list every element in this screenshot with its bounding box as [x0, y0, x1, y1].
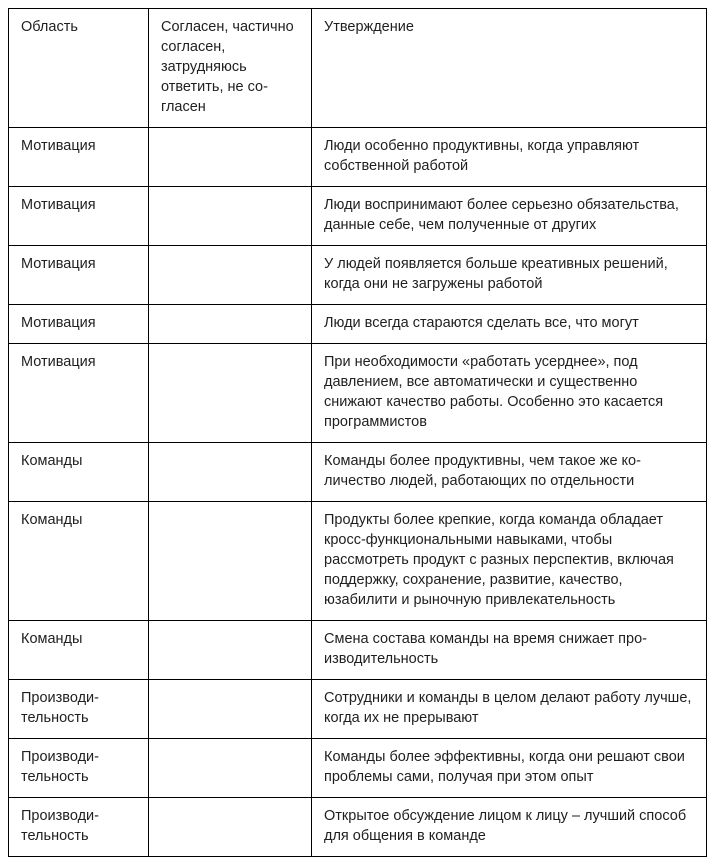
statement-cell: Команды более продуктивны, чем такое же количество людей, работающих по отдельности — [312, 443, 707, 502]
response-cell — [149, 187, 312, 246]
response-cell — [149, 443, 312, 502]
response-cell — [149, 680, 312, 739]
statement-cell: Сотрудники и команды в целом делают работу лучше, когда их не прерывают — [312, 680, 707, 739]
area-cell: Команды — [9, 621, 149, 680]
table-row — [9, 680, 707, 739]
area-cell: Мотивация — [9, 344, 149, 443]
survey-table — [8, 8, 707, 857]
table-row — [9, 187, 707, 246]
response-cell — [149, 305, 312, 344]
table-body — [9, 128, 707, 857]
response-cell — [149, 739, 312, 798]
response-cell — [149, 621, 312, 680]
table-row — [9, 621, 707, 680]
area-cell: Команды — [9, 443, 149, 502]
table-row — [9, 246, 707, 305]
response-cell — [149, 798, 312, 857]
header-response: Согласен, частично согласен, затрудняюсь ответить, не согласен — [149, 9, 312, 128]
statement-cell: Люди всегда стараются сделать все, что могут — [312, 305, 707, 344]
response-cell — [149, 344, 312, 443]
response-cell — [149, 128, 312, 187]
statement-cell: При необходимости «работать усерднее», под давлением, все автоматически и существенно снижают качество работы. Особенно это касается программистов — [312, 344, 707, 443]
area-cell: Производительность — [9, 739, 149, 798]
table-row — [9, 128, 707, 187]
area-cell: Производительность — [9, 680, 149, 739]
statement-cell: Люди особенно продуктивны, когда управляют собственной работой — [312, 128, 707, 187]
response-cell — [149, 246, 312, 305]
area-cell: Производительность — [9, 798, 149, 857]
statement-cell: Продукты более крепкие, когда команда обладает кросс-функциональными навыками, чтобы рассмотреть продукт с разных перспектив, включая поддержку, сохранение, развитие, качество, юзабилити и рыночную привлекательность — [312, 502, 707, 621]
response-cell — [149, 502, 312, 621]
header-row — [9, 9, 707, 128]
table-row — [9, 443, 707, 502]
table-row — [9, 798, 707, 857]
area-cell: Мотивация — [9, 305, 149, 344]
area-cell: Команды — [9, 502, 149, 621]
header-area: Область — [9, 9, 149, 128]
area-cell: Мотивация — [9, 187, 149, 246]
area-cell: Мотивация — [9, 246, 149, 305]
statement-cell: У людей появляется больше креативных решений, когда они не загружены работой — [312, 246, 707, 305]
table-row — [9, 344, 707, 443]
table-row — [9, 739, 707, 798]
table-row — [9, 305, 707, 344]
header-statement: Утверждение — [312, 9, 707, 128]
statement-cell: Открытое обсуждение лицом к лицу – лучший способ для общения в команде — [312, 798, 707, 857]
statement-cell: Команды более эффективны, когда они решают свои проблемы сами, получая при этом опыт — [312, 739, 707, 798]
area-cell: Мотивация — [9, 128, 149, 187]
statement-cell: Смена состава команды на время снижает производительность — [312, 621, 707, 680]
table-row — [9, 502, 707, 621]
statement-cell: Люди воспринимают более серьезно обязательства, данные себе, чем полученные от других — [312, 187, 707, 246]
